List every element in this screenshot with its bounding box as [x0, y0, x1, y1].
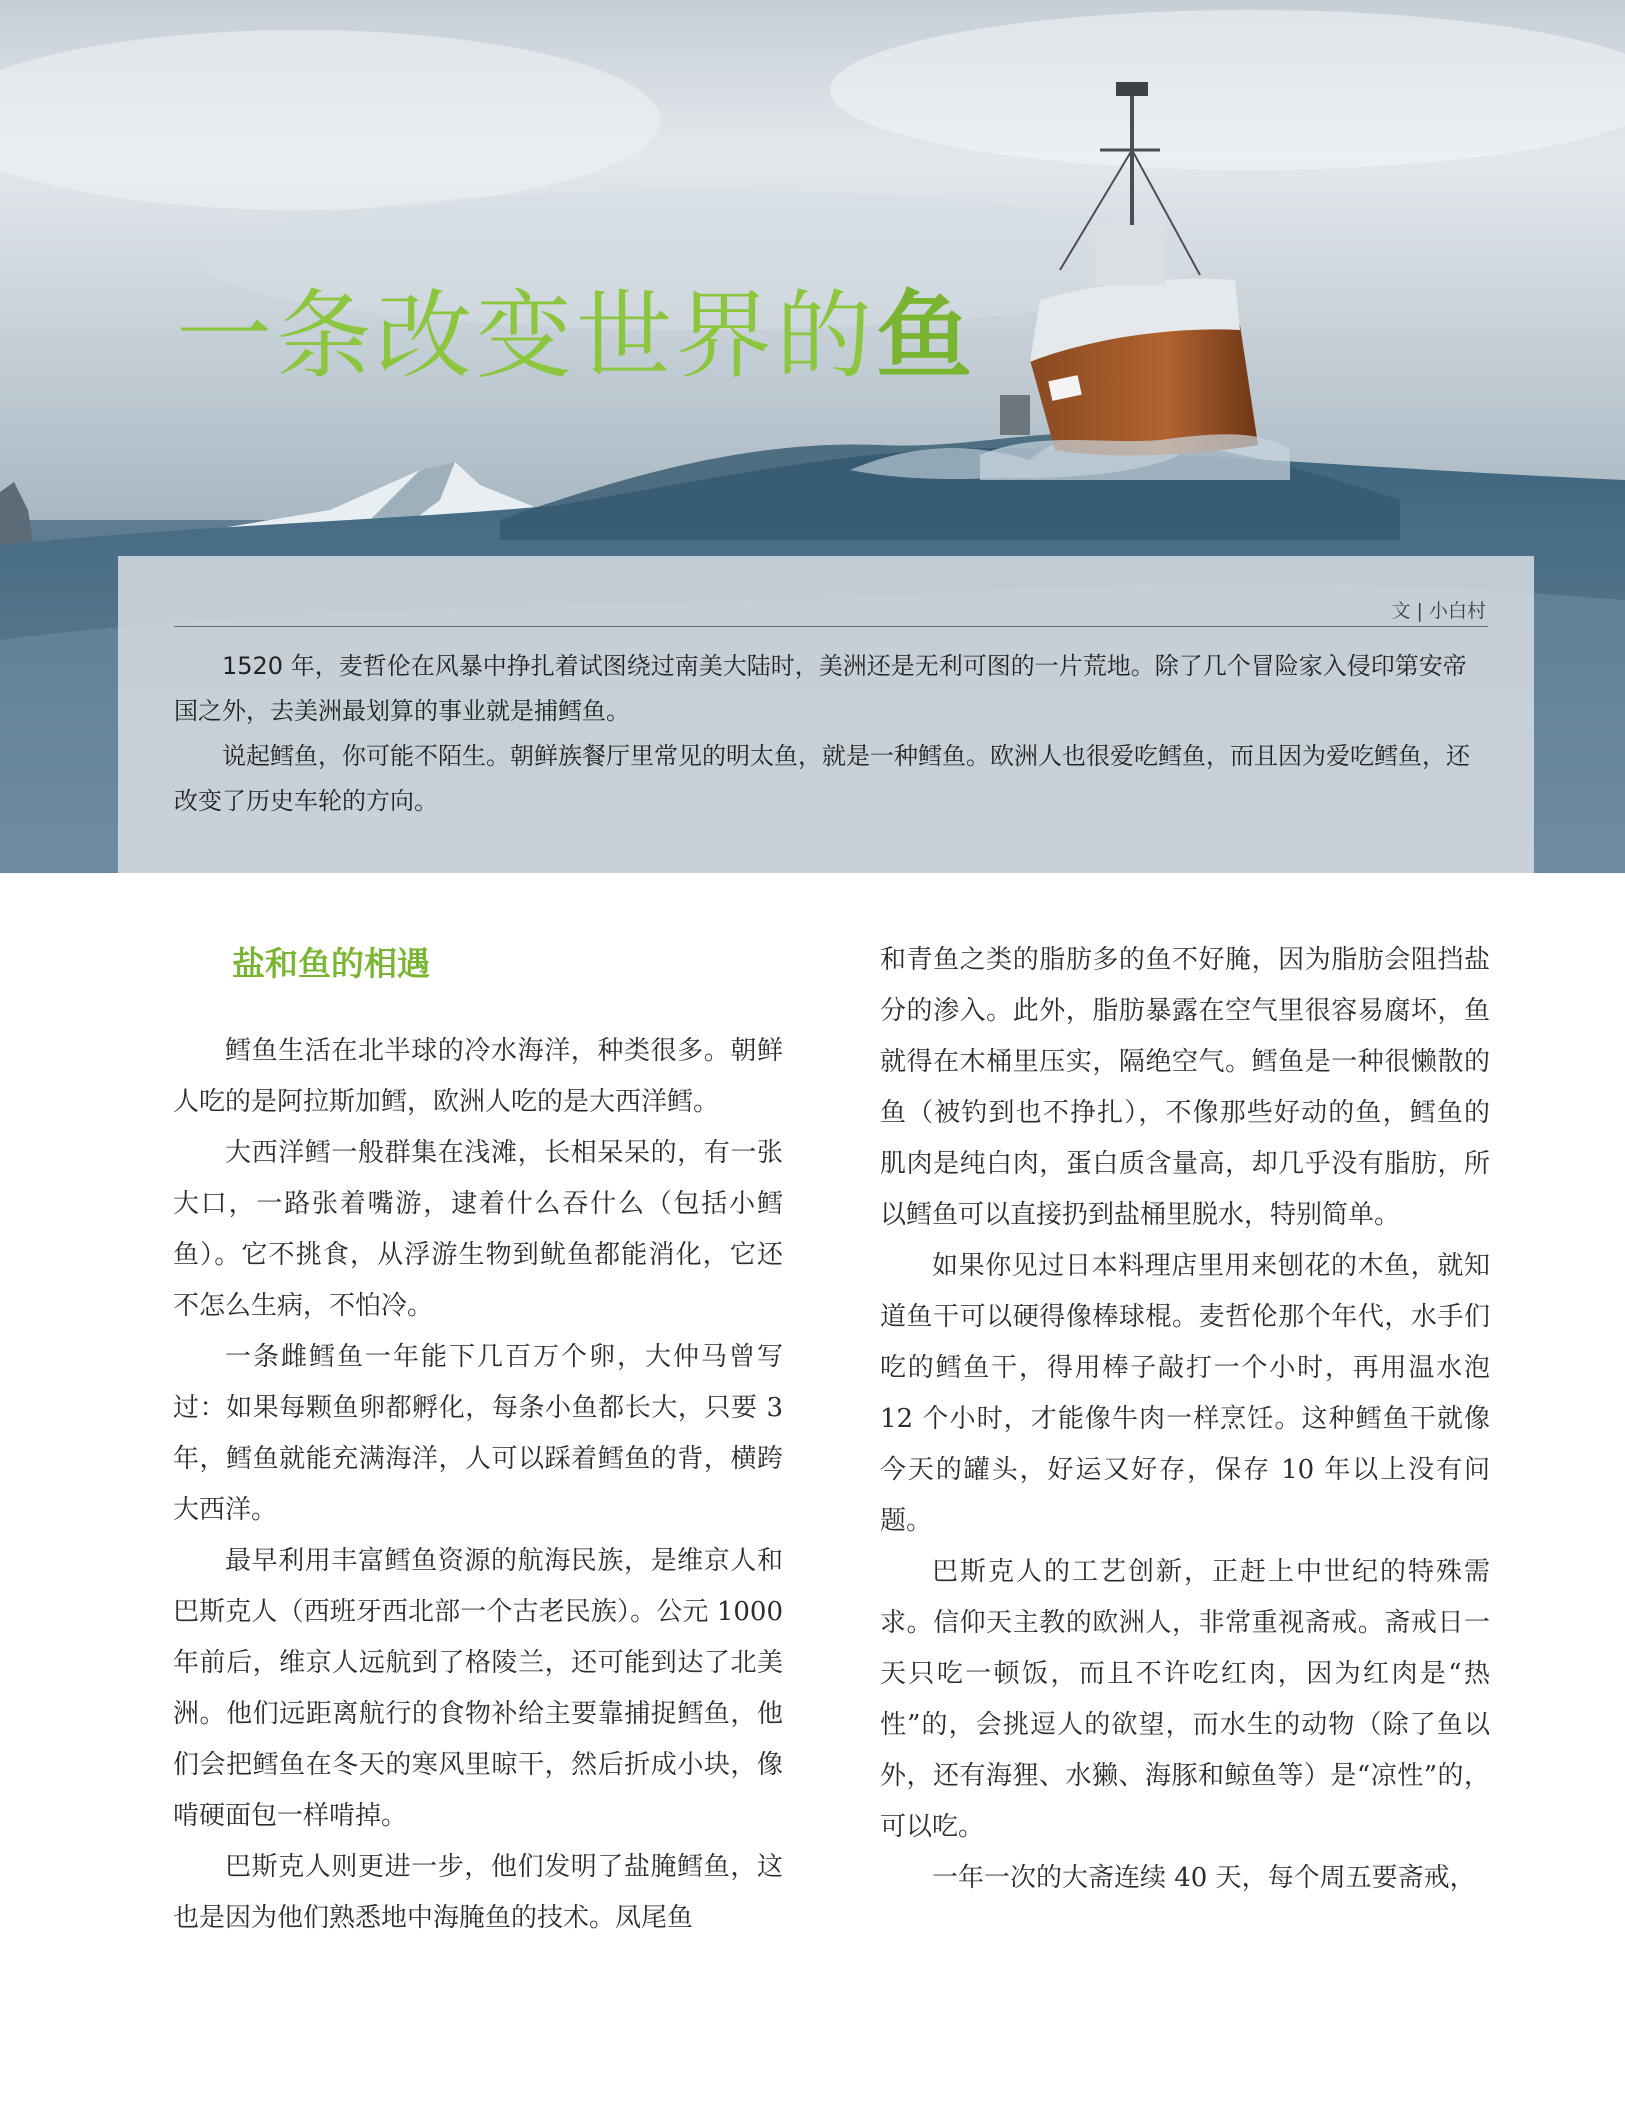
section-title: 盐和鱼的相遇 [232, 944, 430, 983]
byline: 文 | 小白村 [1391, 600, 1486, 622]
intro-panel [118, 556, 1534, 873]
body-paragraph-continued: 和青鱼之类的脂肪多的鱼不好腌，因为脂肪会阻挡盐分的渗入。此外，脂肪暴露在空气里很容易腐坏，鱼就得在木桶里压实，隔绝空气。鳕鱼是一种很懒散的鱼（被钓到也不挣扎），不像那些好动的鱼，鳕鱼的肌肉是纯白肉，蛋白质含量高，却几乎没有脂肪，所以鳕鱼可以直接扔到盐桶里脱水，特别简单。 [880, 945, 1490, 1230]
title-main: 一条改变世界的 [176, 280, 876, 392]
article-title [176, 280, 976, 392]
article-column-left [173, 935, 783, 1944]
body-paragraph: 大西洋鳕一般群集在浅滩，长相呆呆的，有一张大口，一路张着嘴游，逮着什么吞什么（包括小鳕鱼）。它不挑食，从浮游生物到鱿鱼都能消化，它还不怎么生病，不怕冷。 [173, 1137, 783, 1321]
body-paragraph: 最早利用丰富鳕鱼资源的航海民族，是维京人和巴斯克人（西班牙西北部一个古老民族）。公元 1000 年前后，维京人远航到了格陵兰，还可能到达了北美洲。他们远距离航行的食物补给主要靠捕捉鳕鱼，他们会把鳕鱼在冬天的寒风里晾干，然后折成小块，像啃硬面包一样啃掉。 [173, 1545, 783, 1831]
intro-paragraph: 1520 年，麦哲伦在风暴中挣扎着试图绕过南美大陆时，美洲还是无利可图的一片荒地。除了几个冒险家入侵印第安帝国之外，去美洲最划算的事业就是捕鳕鱼。 [174, 652, 1467, 725]
body-paragraph: 鳕鱼生活在北半球的冷水海洋，种类很多。朝鲜人吃的是阿拉斯加鳕，欧洲人吃的是大西洋鳕。 [173, 1035, 783, 1117]
title-accent: 鱼 [876, 280, 976, 392]
article-column-right [880, 935, 1490, 1904]
body-paragraph: 巴斯克人则更进一步，他们发明了盐腌鳕鱼，这也是因为他们熟悉地中海腌鱼的技术。凤尾鱼 [173, 1851, 783, 1933]
body-paragraph: 如果你见过日本料理店里用来刨花的木鱼，就知道鱼干可以硬得像棒球棍。麦哲伦那个年代，水手们吃的鳕鱼干，得用棒子敲打一个小时，再用温水泡 12 个小时，才能像牛肉一样烹饪。这种鳕鱼干就像今天的罐头，好运又好存，保存 10 年以上没有问题。 [880, 1251, 1490, 1536]
intro-text [174, 644, 1488, 824]
byline-divider [174, 626, 1488, 627]
hero-banner [0, 0, 1625, 873]
body-paragraph: 一年一次的大斋连续 40 天，每个周五要斋戒， [932, 1863, 1476, 1893]
intro-paragraph: 说起鳕鱼，你可能不陌生。朝鲜族餐厅里常见的明太鱼，就是一种鳕鱼。欧洲人也很爱吃鳕鱼，而且因为爱吃鳕鱼，还改变了历史车轮的方向。 [174, 742, 1470, 815]
body-paragraph: 巴斯克人的工艺创新，正赶上中世纪的特殊需求。信仰天主教的欧洲人，非常重视斋戒。斋戒日一天只吃一顿饭，而且不许吃红肉，因为红肉是“热性”的，会挑逗人的欲望，而水生的动物（除了鱼以外，还有海狸、水獭、海豚和鲸鱼等）是“凉性”的，可以吃。 [880, 1557, 1490, 1842]
body-paragraph: 一条雌鳕鱼一年能下几百万个卵，大仲马曾写过：如果每颗鱼卵都孵化，每条小鱼都长大，只要 3 年，鳕鱼就能充满海洋，人可以踩着鳕鱼的背，横跨大西洋。 [173, 1341, 783, 1525]
